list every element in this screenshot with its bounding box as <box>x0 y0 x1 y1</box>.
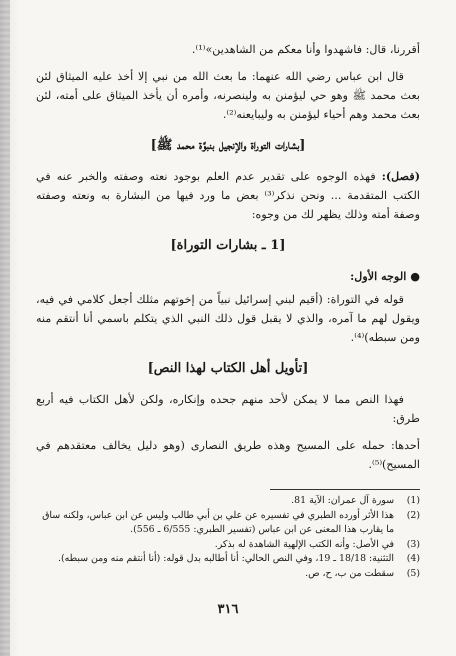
footnote-text: التثنية: 18/18 ـ 19، وفي النص الحالي: أنا أطالبه بدل قوله: (أنا أنتقم منه ومن سبطه). <box>58 553 394 564</box>
paragraph-quote-end: أقررنا، قال: فاشهدوا وأنا معكم من الشاهدين»⁽¹⁾. <box>191 43 420 56</box>
footnote-number: (5) <box>406 567 420 579</box>
heading-tawil-text: [تأويل أهل الكتاب لهذا النص] <box>147 361 309 376</box>
heading-tawil <box>36 359 420 378</box>
paragraph-torah-quote: قوله في التوراة: (أقيم لبني إسرائيل نبياً من إخوتهم مثلك أجعل كلامي في فيه، ويقول لهم ما آمره، والذي لا يقبل قول ذلك النبي الذي يتكلم باسمي أنا أنتقم منه ومن سبطه)⁽⁴⁾. <box>36 293 420 344</box>
bullet-first-aspect: ● الوجه الأول: <box>350 269 420 283</box>
footnote-number: (4) <box>406 553 420 564</box>
footnote-item <box>36 509 420 538</box>
heading-tawrat-text: [1 ـ بشارات التوراة] <box>170 238 286 253</box>
footnote-number: (1) <box>406 495 420 506</box>
footnote-item <box>36 567 420 582</box>
fasl-label: (فصل): <box>381 169 420 183</box>
main-text <box>36 40 420 482</box>
paragraph-fasl <box>36 167 420 224</box>
footnote-item <box>36 494 420 509</box>
heading-bisharat-text: [بشارات التوراة والإنجيل بنبوَّة محمد ﷺ] <box>150 138 306 153</box>
paragraph-four-ways: فهذا النص مما لا يمكن لأحد منهم جحده وإنكاره، ولكن لأهل الكتاب فيه أربع طرق: <box>36 393 420 425</box>
footnote-text: هذا الأثر أورده الطبري في تفسيره عن علي بن أبي طالب وليس عن ابن عباس، ولكنه ساق ما يقارب هذا المعنى عن ابن عباس (تفسير الطبري: 6/555 ـ 556). <box>42 509 394 535</box>
fasl-text: فهذه الوجوه على تقدير عدم العلم بوجود نعته وصفته والخبر عنه في الكتب المتقدمة ... ونحن نذكر⁽³⁾ بعض ما ورد فيها من البشارة به ونعته وصفته وصفة أمته وذلك يظهر لك من وجوه: <box>36 170 420 221</box>
book-spine-shadow <box>0 0 10 656</box>
footnote-number: (2) <box>406 509 420 521</box>
footnote-item <box>36 538 420 553</box>
page-number: ٣١٦ <box>217 602 239 617</box>
heading-bisharat <box>36 136 420 155</box>
heading-tawrat <box>36 236 420 255</box>
paragraph-first-way: أحدها: حمله على المسيح وهذه طريق النصارى (وهو دليل يخالف معتقدهم في المسيح)⁽⁵⁾. <box>36 439 420 471</box>
footnote-text: سقطت من ب، ح، ص. <box>305 567 394 579</box>
footnote-number: (3) <box>406 538 420 550</box>
footnote-item <box>36 552 420 567</box>
paragraph-ibn-abbas: قال ابن عباس رضي الله عنهما: ما بعث الله من نبي إلا أخذ عليه الميثاق لئن بعث محمد ﷺ وهو حي ليؤمنن به ولينصرنه، وأمره أن يأخذ الميثاق على أمته، لئن بعث محمد وهم أحياء ليؤمنن به وليبايعنه⁽²⁾. <box>36 70 420 121</box>
footnotes <box>36 494 420 581</box>
footnote-text: سورة آل عمران: الآية 81. <box>291 495 394 506</box>
footnote-text: في الأصل: وأنه الكتب الإلهية الشاهدة له بذكر. <box>214 538 394 550</box>
footnote-separator <box>270 489 420 490</box>
